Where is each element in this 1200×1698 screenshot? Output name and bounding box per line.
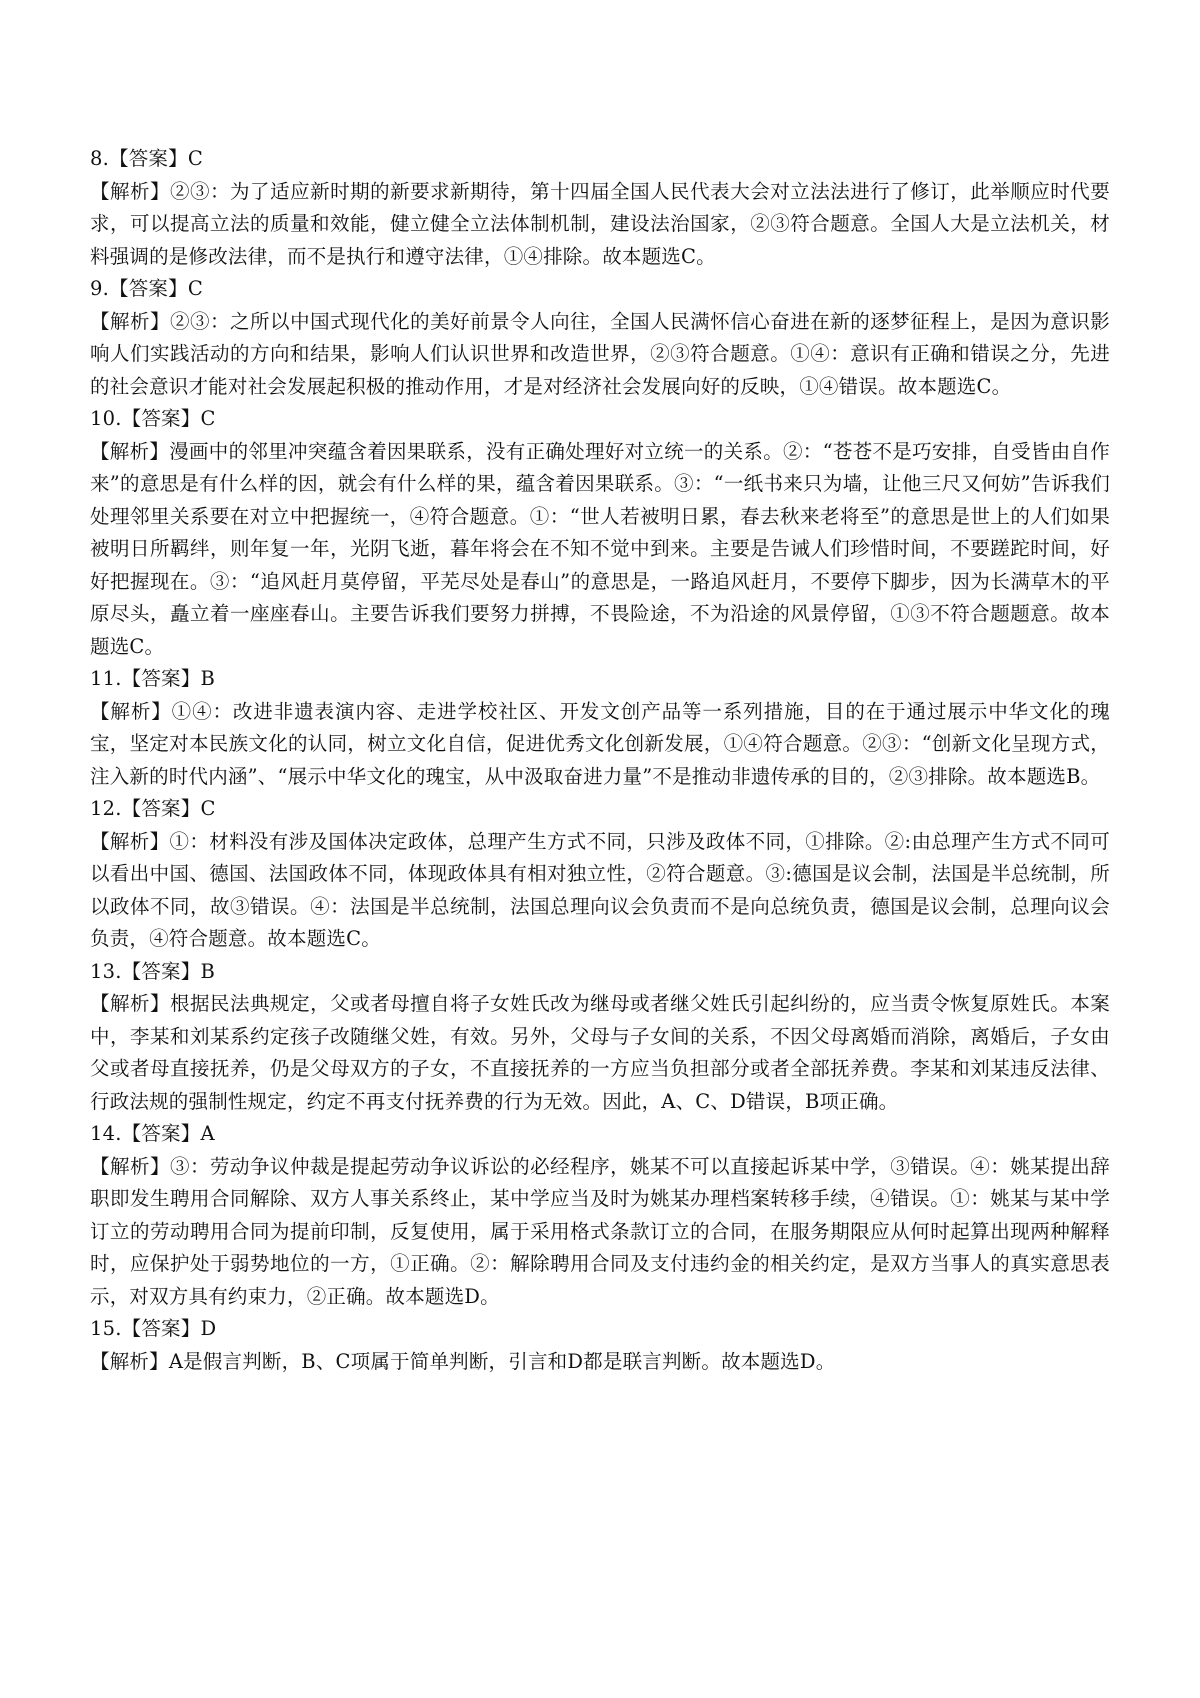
answer-label: 【答案】 xyxy=(109,277,188,300)
question-item-12 xyxy=(90,793,1110,956)
question-number: 12. xyxy=(90,797,122,820)
answer-label: 【答案】 xyxy=(121,1317,201,1340)
answer-line xyxy=(90,1313,1110,1346)
answer-label: 【答案】 xyxy=(121,959,201,983)
answer-choice: C xyxy=(200,407,216,430)
answer-line xyxy=(90,793,1110,826)
answer-line xyxy=(90,956,1110,989)
analysis-text: ①：材料没有涉及国体决定政体，总理产生方式不同，只涉及政体不同，①排除。②:由总理产生方式不同可以看出中国、德国、法国政体不同，体现政体具有相对独立性，②符合题意。③:德国是议会制，法国是半总统制，所以政体不同，故③错误。④：法国是半总统制，法国总理向议会负责而不是向总统负责，德国是议会制，总理向议会负责，④符合题意。故本题选C。 xyxy=(90,829,1110,950)
analysis-label: 【解析】 xyxy=(90,179,171,203)
answer-choice: C xyxy=(200,797,216,820)
question-number: 9. xyxy=(90,277,110,300)
answer-label: 【答案】 xyxy=(121,797,201,820)
analysis-paragraph xyxy=(90,988,1110,1118)
answer-line xyxy=(90,403,1110,436)
question-item-14 xyxy=(90,1118,1110,1313)
analysis-text: 漫画中的邻里冲突蕴含着因果联系，没有正确处理好对立统一的关系。②：“苍苍不是巧安排，自受皆由自作来”的意思是有什么样的因，就会有什么样的果，蕴含着因果联系。③：“一纸书来只为墙，让他三尺又何妨”告诉我们处理邻里关系要在对立中把握统一，④符合题意。①：“世人若被明日累，春去秋来老将至”的意思是世上的人们如果被明日所羁绊，则年复一年，光阴飞逝，暮年将会在不知不觉中到来。主要是告诫人们珍惜时间，不要蹉跎时间，好好把握现在。③：“追风赶月莫停留，平芜尽处是春山”的意思是，一路追风赶月，不要停下脚步，因为长满草木的平原尽头，矗立着一座座春山。主要告诉我们要努力拼搏，不畏险途，不为沿途的风景停留，①③不符合题题意。故本题选C。 xyxy=(90,439,1110,658)
analysis-text: A是假言判断，B、C项属于简单判断，引言和D都是联言判断。故本题选D。 xyxy=(168,1349,836,1373)
question-number: 8. xyxy=(90,147,110,170)
answer-line xyxy=(90,663,1110,696)
answer-line xyxy=(90,273,1110,306)
question-item-9 xyxy=(90,273,1110,403)
analysis-label: 【解析】 xyxy=(90,699,172,723)
analysis-text: ②③：之所以中国式现代化的美好前景令人向往，全国人民满怀信心奋进在新的逐梦征程上，是因为意识影响人们实践活动的方向和结果，影响人们认识世界和改造世界，②③符合题意。①④：意识有正确和错误之分，先进的社会意识才能对社会发展起积极的推动作用，才是对经济社会发展向好的反映，①④错误。故本题选C。 xyxy=(90,309,1110,398)
question-number: 15. xyxy=(90,1317,122,1340)
question-item-13 xyxy=(90,956,1110,1119)
analysis-label: 【解析】 xyxy=(90,829,170,853)
question-item-15 xyxy=(90,1313,1110,1378)
answer-choice: D xyxy=(200,1317,217,1340)
answer-label: 【答案】 xyxy=(121,1122,201,1145)
answer-choice: B xyxy=(200,959,215,983)
question-item-8 xyxy=(90,143,1110,273)
answer-label: 【答案】 xyxy=(121,407,201,430)
analysis-paragraph xyxy=(90,436,1110,664)
answer-sheet-page xyxy=(90,143,1110,1378)
analysis-label: 【解析】 xyxy=(90,1349,169,1373)
analysis-text: ③：劳动争议仲裁是提起劳动争议诉讼的必经程序，姚某不可以直接起诉某中学，③错误。④：姚某提出辞职即发生聘用合同解除、双方人事关系终止，某中学应当及时为姚某办理档案转移手续，④错误。①：姚某与某中学订立的劳动聘用合同为提前印制，反复使用，属于采用格式条款订立的合同，在服务期限应从何时起算出现两种解释时，应保护处于弱势地位的一方，①正确。②：解除聘用合同及支付违约金的相关约定，是双方当事人的真实意思表示，对双方具有约束力，②正确。故本题选D。 xyxy=(90,1154,1110,1308)
question-number: 13. xyxy=(90,959,122,983)
analysis-paragraph xyxy=(90,826,1110,956)
analysis-label: 【解析】 xyxy=(90,309,171,333)
analysis-paragraph xyxy=(90,176,1110,274)
analysis-text: ②③：为了适应新时期的新要求新期待，第十四届全国人民代表大会对立法法进行了修订，此举顺应时代要求，可以提高立法的质量和效能，健立健全立法体制机制，建设法治国家，②③符合题意。全国人大是立法机关，材料强调的是修改法律，而不是执行和遵守法律，①④排除。故本题选C。 xyxy=(90,179,1110,268)
answer-label: 【答案】 xyxy=(109,147,188,170)
answer-choice: B xyxy=(200,667,215,690)
analysis-text: ①④：改进非遗表演内容、走进学校社区、开发文创产品等一系列措施，目的在于通过展示中华文化的瑰宝，坚定对本民族文化的认同，树立文化自信，促进优秀文化创新发展，①④符合题意。②③：“创新文化呈现方式，注入新的时代内涵”、“展示中华文化的瑰宝，从中汲取奋进力量”不是推动非遗传承的目的，②③排除。故本题选B。 xyxy=(90,699,1110,788)
answer-choice: C xyxy=(187,277,203,300)
analysis-text: 根据民法典规定，父或者母擅自将子女姓氏改为继母或者继父姓氏引起纠纷的，应当责令恢复原姓氏。本案中，李某和刘某系约定孩子改随继父姓，有效。另外，父母与子女间的关系，不因父母离婚而消除，离婚后，子女由父或者母直接抚养，仍是父母双方的子女，不直接抚养的一方应当负担部分或者全部抚养费。李某和刘某违反法律、行政法规的强制性规定，约定不再支付抚养费的行为无效。因此，A、C、D错误，B项正确。 xyxy=(90,992,1110,1113)
analysis-paragraph xyxy=(90,306,1110,404)
question-number: 14. xyxy=(90,1122,122,1145)
question-number: 11. xyxy=(90,667,122,690)
analysis-paragraph xyxy=(90,1346,1110,1379)
answer-line xyxy=(90,143,1110,176)
analysis-label: 【解析】 xyxy=(90,1154,171,1178)
question-item-10 xyxy=(90,403,1110,663)
question-item-11 xyxy=(90,663,1110,793)
analysis-paragraph xyxy=(90,1151,1110,1314)
answer-label: 【答案】 xyxy=(121,667,201,690)
analysis-paragraph xyxy=(90,696,1110,794)
answer-line xyxy=(90,1118,1110,1151)
question-number: 10. xyxy=(90,407,122,430)
analysis-label: 【解析】 xyxy=(90,439,170,463)
analysis-label: 【解析】 xyxy=(90,992,171,1015)
answer-choice: A xyxy=(200,1122,215,1145)
answer-choice: C xyxy=(187,147,203,170)
